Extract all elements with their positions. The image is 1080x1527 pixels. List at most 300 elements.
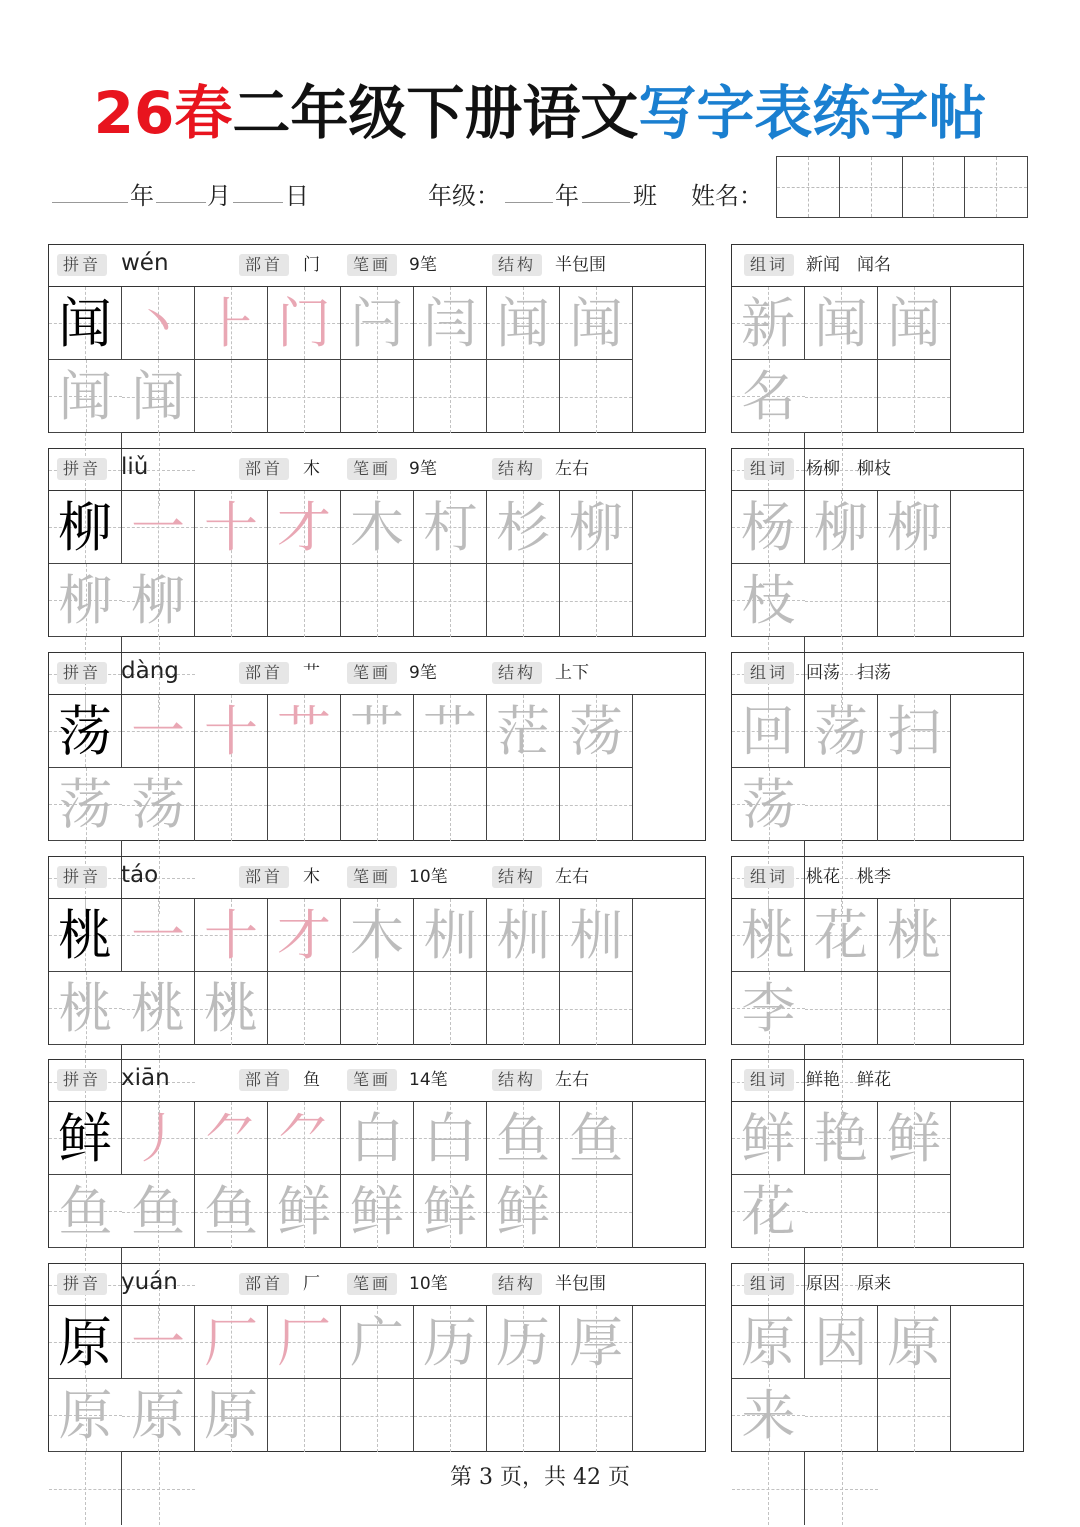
word-character: 柳 bbox=[887, 496, 941, 559]
grid-cell[interactable] bbox=[560, 695, 633, 768]
radical-value: 厂 bbox=[303, 1274, 320, 1294]
writing-grid bbox=[49, 1306, 705, 1525]
word-section bbox=[731, 652, 1024, 841]
stroke-order-character: 厂 bbox=[277, 1311, 331, 1374]
page-footer: 第 3 页，共 42 页 bbox=[450, 1465, 630, 1490]
strokes-tag: 笔画 bbox=[347, 254, 397, 276]
grid-cell[interactable] bbox=[268, 1102, 341, 1175]
words-tag: 组词 bbox=[744, 1069, 794, 1091]
grid-cell[interactable] bbox=[732, 768, 805, 841]
stroke-order-character: 历 bbox=[496, 1311, 550, 1374]
stroke-order-character: 闻 bbox=[496, 292, 550, 355]
grid-cell[interactable] bbox=[414, 1306, 487, 1379]
grid-cell[interactable] bbox=[341, 360, 414, 433]
stroke-order-character: 茫 bbox=[496, 700, 550, 763]
name-cell[interactable] bbox=[840, 157, 903, 217]
grid-cell[interactable] bbox=[341, 564, 414, 637]
grid-cell[interactable] bbox=[195, 491, 268, 564]
tracing-character: 闻 bbox=[131, 365, 185, 428]
radical-tag: 部首 bbox=[239, 1273, 289, 1295]
grid-cell[interactable] bbox=[878, 287, 951, 360]
grid-cell[interactable] bbox=[487, 360, 560, 433]
character-info-header bbox=[49, 449, 705, 491]
word-writing-grid bbox=[732, 1306, 1023, 1525]
grid-cell[interactable] bbox=[560, 287, 633, 360]
grid-cell[interactable] bbox=[268, 360, 341, 433]
grid-cell[interactable] bbox=[560, 768, 633, 841]
radical-value: 门 bbox=[303, 255, 320, 275]
word-character: 花 bbox=[741, 1180, 796, 1243]
pinyin-tag: 拼音 bbox=[57, 458, 107, 480]
year-blank[interactable] bbox=[52, 202, 128, 203]
word-character: 枝 bbox=[741, 569, 796, 632]
stroke-order-character: 柳 bbox=[569, 496, 623, 559]
grid-cell[interactable] bbox=[878, 1175, 951, 1248]
class-label: 班 bbox=[633, 182, 657, 210]
grid-cell[interactable] bbox=[195, 564, 268, 637]
grid-cell[interactable] bbox=[560, 972, 633, 1045]
tracing-character: 桃 bbox=[131, 977, 185, 1040]
word-character: 桃 bbox=[887, 904, 941, 967]
stroke-order-character: 杊 bbox=[569, 904, 623, 967]
grid-cell[interactable] bbox=[414, 695, 487, 768]
grid-cell[interactable] bbox=[49, 360, 122, 433]
stroke-order-character: 木 bbox=[350, 496, 404, 559]
words-tag: 组词 bbox=[744, 254, 794, 276]
grid-cell[interactable] bbox=[732, 1102, 805, 1175]
grid-cell[interactable] bbox=[878, 1102, 951, 1175]
title-part-1: 26春 bbox=[93, 79, 233, 147]
stroke-order-character: 一 bbox=[131, 1311, 185, 1374]
word-character: 荡 bbox=[814, 700, 868, 763]
grid-cell[interactable] bbox=[49, 1306, 122, 1379]
grid-cell[interactable] bbox=[805, 972, 878, 1045]
radical-tag: 部首 bbox=[239, 662, 289, 684]
grid-cell[interactable] bbox=[195, 1306, 268, 1379]
grid-cell[interactable] bbox=[805, 564, 878, 637]
grid-cell[interactable] bbox=[414, 491, 487, 564]
grid-cell[interactable] bbox=[560, 491, 633, 564]
word-character: 来 bbox=[741, 1384, 796, 1447]
tracing-character: 鲜 bbox=[350, 1180, 404, 1243]
grid-cell[interactable] bbox=[268, 491, 341, 564]
grid-cell[interactable] bbox=[414, 287, 487, 360]
grid-cell[interactable] bbox=[878, 360, 951, 433]
month-label: 月 bbox=[207, 182, 231, 210]
word-character: 花 bbox=[814, 904, 868, 967]
tracing-character: 鲜 bbox=[277, 1180, 331, 1243]
stroke-order-character: 艹 bbox=[350, 700, 404, 763]
grid-cell[interactable] bbox=[732, 360, 805, 433]
grid-cell[interactable] bbox=[341, 899, 414, 972]
grid-cell[interactable] bbox=[805, 1306, 878, 1379]
words-tag: 组词 bbox=[744, 1273, 794, 1295]
stroke-order-character: 才 bbox=[277, 496, 331, 559]
grid-cell[interactable] bbox=[268, 1379, 341, 1452]
grid-cell[interactable] bbox=[487, 287, 560, 360]
grid-cell[interactable] bbox=[487, 1379, 560, 1452]
grid-cell[interactable] bbox=[122, 972, 195, 1045]
stroke-order-character: 闻 bbox=[58, 365, 113, 428]
structure-tag: 结构 bbox=[492, 254, 542, 276]
strokes-value: 10笔 bbox=[409, 1274, 448, 1294]
word-character: 艳 bbox=[814, 1107, 868, 1170]
grid-cell[interactable] bbox=[195, 1175, 268, 1248]
radical-tag: 部首 bbox=[239, 458, 289, 480]
grid-cell[interactable] bbox=[49, 768, 122, 841]
grid-cell[interactable] bbox=[122, 768, 195, 841]
grid-cell[interactable] bbox=[560, 564, 633, 637]
word-character: 扫 bbox=[887, 700, 941, 763]
grid-cell[interactable] bbox=[487, 1175, 560, 1248]
grid-cell[interactable] bbox=[195, 972, 268, 1045]
grid-cell[interactable] bbox=[49, 695, 122, 768]
grid-cell[interactable] bbox=[122, 564, 195, 637]
radical-value: 鱼 bbox=[303, 1070, 320, 1090]
pinyin-value: liǔ bbox=[121, 454, 149, 480]
tracing-character: 鲜 bbox=[496, 1180, 550, 1243]
stroke-order-character: 一 bbox=[131, 496, 185, 559]
stroke-order-character: 鱼 bbox=[58, 1180, 113, 1243]
grid-cell[interactable] bbox=[732, 695, 805, 768]
strokes-value: 9笔 bbox=[409, 663, 437, 683]
grid-cell[interactable] bbox=[560, 1175, 633, 1248]
strokes-value: 10笔 bbox=[409, 867, 448, 887]
structure-tag: 结构 bbox=[492, 458, 542, 480]
grid-cell[interactable] bbox=[878, 972, 951, 1045]
grid-cell[interactable] bbox=[732, 972, 805, 1045]
grid-cell[interactable] bbox=[341, 768, 414, 841]
tracing-character: 鱼 bbox=[131, 1180, 185, 1243]
pinyin-tag: 拼音 bbox=[57, 1069, 107, 1091]
grid-cell[interactable] bbox=[341, 1306, 414, 1379]
word-character: 杨 bbox=[741, 496, 795, 559]
grid-cell[interactable] bbox=[414, 1175, 487, 1248]
grid-cell[interactable] bbox=[341, 1102, 414, 1175]
grid-cell[interactable] bbox=[414, 1379, 487, 1452]
radical-tag: 部首 bbox=[239, 1069, 289, 1091]
grade-label: 年级： bbox=[428, 182, 500, 210]
grid-cell[interactable] bbox=[268, 1306, 341, 1379]
structure-tag: 结构 bbox=[492, 866, 542, 888]
grid-cell[interactable] bbox=[49, 287, 122, 360]
grid-cell[interactable] bbox=[195, 695, 268, 768]
character-section bbox=[48, 448, 706, 637]
grid-cell[interactable] bbox=[268, 972, 341, 1045]
grid-cell[interactable] bbox=[805, 491, 878, 564]
grid-cell[interactable] bbox=[122, 360, 195, 433]
strokes-tag: 笔画 bbox=[347, 1273, 397, 1295]
character-section bbox=[48, 1059, 706, 1248]
structure-tag: 结构 bbox=[492, 1069, 542, 1091]
word-character: 名 bbox=[741, 365, 796, 428]
strokes-tag: 笔画 bbox=[347, 458, 397, 480]
stroke-order-character: 白 bbox=[423, 1107, 477, 1170]
grid-cell[interactable] bbox=[341, 1379, 414, 1452]
grid-cell[interactable] bbox=[341, 491, 414, 564]
grid-cell[interactable] bbox=[341, 287, 414, 360]
word-character: 闻 bbox=[887, 292, 941, 355]
grid-cell[interactable] bbox=[732, 564, 805, 637]
model-character: 闻 bbox=[58, 292, 112, 355]
stroke-order-character: 杉 bbox=[496, 496, 550, 559]
stroke-order-character: 艹 bbox=[277, 700, 331, 763]
grid-cell[interactable] bbox=[732, 1306, 805, 1379]
grid-cell[interactable] bbox=[560, 1102, 633, 1175]
grid-cell[interactable] bbox=[805, 1379, 878, 1452]
character-info-header bbox=[49, 857, 705, 899]
model-character: 原 bbox=[58, 1311, 112, 1374]
grid-cell[interactable] bbox=[122, 1379, 195, 1452]
pinyin-value: xiān bbox=[121, 1065, 170, 1091]
word-header bbox=[732, 245, 1023, 287]
grid-cell[interactable] bbox=[487, 491, 560, 564]
tracing-character: 桃 bbox=[204, 977, 258, 1040]
grid-cell[interactable] bbox=[732, 287, 805, 360]
word-header bbox=[732, 1264, 1023, 1306]
tracing-character: 鲜 bbox=[423, 1180, 477, 1243]
grid-cell[interactable] bbox=[341, 695, 414, 768]
grid-cell[interactable] bbox=[268, 695, 341, 768]
stroke-order-character: 荡 bbox=[58, 773, 113, 836]
word-character: 荡 bbox=[741, 773, 796, 836]
grid-cell[interactable] bbox=[195, 768, 268, 841]
pinyin-value: táo bbox=[121, 862, 159, 888]
stroke-order-character: 原 bbox=[58, 1384, 113, 1447]
word-header bbox=[732, 653, 1023, 695]
grid-cell[interactable] bbox=[414, 972, 487, 1045]
name-cell[interactable] bbox=[903, 157, 966, 217]
strokes-tag: 笔画 bbox=[347, 1069, 397, 1091]
stroke-order-character: 一 bbox=[131, 904, 185, 967]
grid-cell[interactable] bbox=[414, 899, 487, 972]
character-section bbox=[48, 652, 706, 841]
stroke-order-character: 木 bbox=[350, 904, 404, 967]
day-label: 日 bbox=[285, 182, 309, 210]
model-character: 桃 bbox=[58, 904, 112, 967]
stroke-order-character: 厚 bbox=[569, 1311, 623, 1374]
grid-cell[interactable] bbox=[487, 768, 560, 841]
grid-cell[interactable] bbox=[414, 768, 487, 841]
word-character: 李 bbox=[741, 977, 796, 1040]
grid-cell[interactable] bbox=[805, 768, 878, 841]
grid-cell[interactable] bbox=[878, 695, 951, 768]
grid-cell[interactable] bbox=[49, 972, 122, 1045]
grid-cell[interactable] bbox=[560, 1306, 633, 1379]
grid-cell[interactable] bbox=[487, 695, 560, 768]
title-part-2: 二年级下册语文 bbox=[232, 79, 639, 147]
stroke-order-character: 一 bbox=[131, 700, 185, 763]
grid-cell[interactable] bbox=[732, 491, 805, 564]
stroke-order-character: 才 bbox=[277, 904, 331, 967]
grid-cell[interactable] bbox=[268, 899, 341, 972]
words-tag: 组词 bbox=[744, 662, 794, 684]
pinyin-tag: 拼音 bbox=[57, 662, 107, 684]
grid-cell[interactable] bbox=[878, 564, 951, 637]
grid-cell[interactable] bbox=[122, 695, 195, 768]
grid-cell[interactable] bbox=[195, 899, 268, 972]
strokes-value: 9笔 bbox=[409, 459, 437, 479]
tracing-character: 鱼 bbox=[204, 1180, 258, 1243]
grid-cell[interactable] bbox=[805, 899, 878, 972]
strokes-value: 9笔 bbox=[409, 255, 437, 275]
words-tag: 组词 bbox=[744, 866, 794, 888]
title-part-3: 写字表练字帖 bbox=[638, 79, 987, 147]
words-value: 新闻 闻名 bbox=[806, 255, 891, 275]
structure-value: 左右 bbox=[555, 459, 589, 479]
grid-cell[interactable] bbox=[122, 491, 195, 564]
grid-cell[interactable] bbox=[732, 899, 805, 972]
grid-cell[interactable] bbox=[878, 899, 951, 972]
grid-cell[interactable] bbox=[414, 1102, 487, 1175]
words-value: 杨柳 柳枝 bbox=[806, 459, 891, 479]
word-character: 桃 bbox=[741, 904, 795, 967]
stroke-order-character: ⺈ bbox=[277, 1107, 331, 1170]
stroke-order-character: 十 bbox=[204, 700, 258, 763]
grid-cell[interactable] bbox=[195, 1102, 268, 1175]
stroke-order-character: 艹 bbox=[423, 700, 477, 763]
stroke-order-character: 桃 bbox=[58, 977, 113, 1040]
grid-cell[interactable] bbox=[122, 899, 195, 972]
radical-value: 木 bbox=[303, 459, 320, 479]
words-tag: 组词 bbox=[744, 458, 794, 480]
grid-cell[interactable] bbox=[122, 1306, 195, 1379]
page-title bbox=[0, 78, 1080, 148]
word-section bbox=[731, 448, 1024, 637]
stroke-order-character: 门 bbox=[277, 292, 331, 355]
grid-cell[interactable] bbox=[414, 360, 487, 433]
radical-tag: 部首 bbox=[239, 254, 289, 276]
grid-cell[interactable] bbox=[49, 491, 122, 564]
day-blank[interactable] bbox=[233, 202, 283, 203]
grid-cell[interactable] bbox=[122, 287, 195, 360]
grid-cell[interactable] bbox=[560, 360, 633, 433]
radical-value: 艹 bbox=[303, 663, 320, 683]
grid-cell[interactable] bbox=[49, 1379, 122, 1452]
grid-cell[interactable] bbox=[487, 972, 560, 1045]
word-character: 原 bbox=[741, 1311, 795, 1374]
word-character: 新 bbox=[741, 292, 795, 355]
strokes-value: 14笔 bbox=[409, 1070, 448, 1090]
grid-cell[interactable] bbox=[805, 1175, 878, 1248]
grid-cell[interactable] bbox=[341, 1175, 414, 1248]
grid-cell[interactable] bbox=[732, 1379, 805, 1452]
structure-tag: 结构 bbox=[492, 662, 542, 684]
grade-year-label: 年 bbox=[555, 182, 579, 210]
character-section bbox=[48, 1263, 706, 1452]
grid-cell[interactable] bbox=[268, 1175, 341, 1248]
grid-cell[interactable] bbox=[195, 1379, 268, 1452]
pinyin-value: wén bbox=[121, 250, 169, 276]
grid-cell[interactable] bbox=[878, 1306, 951, 1379]
grid-cell[interactable] bbox=[268, 287, 341, 360]
word-section bbox=[731, 244, 1024, 433]
character-info-header bbox=[49, 1264, 705, 1306]
grid-cell[interactable] bbox=[341, 972, 414, 1045]
word-section bbox=[731, 1263, 1024, 1452]
stroke-order-character: 闫 bbox=[423, 292, 477, 355]
grid-cell[interactable] bbox=[487, 899, 560, 972]
tracing-character: 柳 bbox=[131, 569, 185, 632]
structure-value: 左右 bbox=[555, 867, 589, 887]
structure-value: 半包围 bbox=[555, 1274, 606, 1294]
grid-cell[interactable] bbox=[49, 1175, 122, 1248]
name-cell[interactable] bbox=[777, 157, 840, 217]
stroke-order-character: 荡 bbox=[569, 700, 623, 763]
structure-value: 半包围 bbox=[555, 255, 606, 275]
stroke-order-character: 十 bbox=[204, 904, 258, 967]
stroke-order-character: 朾 bbox=[423, 496, 477, 559]
character-info-header bbox=[49, 653, 705, 695]
grid-cell[interactable] bbox=[487, 1306, 560, 1379]
name-label: 姓名： bbox=[691, 182, 763, 210]
grid-cell[interactable] bbox=[560, 899, 633, 972]
tracing-character: 原 bbox=[204, 1384, 258, 1447]
stroke-order-character: 鱼 bbox=[569, 1107, 623, 1170]
grid-cell[interactable] bbox=[195, 287, 268, 360]
grid-cell[interactable] bbox=[878, 768, 951, 841]
grade-blank[interactable] bbox=[505, 202, 553, 203]
grid-cell[interactable] bbox=[487, 564, 560, 637]
words-value: 原因 原来 bbox=[806, 1274, 891, 1294]
grid-cell[interactable] bbox=[268, 564, 341, 637]
grid-cell[interactable] bbox=[414, 564, 487, 637]
radical-tag: 部首 bbox=[239, 866, 289, 888]
word-character: 原 bbox=[887, 1311, 941, 1374]
class-blank[interactable] bbox=[582, 202, 630, 203]
pinyin-value: dàng bbox=[121, 658, 179, 684]
word-header bbox=[732, 449, 1023, 491]
stroke-order-character: 十 bbox=[204, 496, 258, 559]
word-header bbox=[732, 857, 1023, 899]
grid-cell[interactable] bbox=[805, 695, 878, 768]
grid-cell[interactable] bbox=[878, 491, 951, 564]
grid-cell[interactable] bbox=[49, 1102, 122, 1175]
grid-cell[interactable] bbox=[49, 564, 122, 637]
pinyin-tag: 拼音 bbox=[57, 254, 107, 276]
stroke-order-character: 杊 bbox=[423, 904, 477, 967]
words-value: 鲜艳 鲜花 bbox=[806, 1070, 891, 1090]
grid-cell[interactable] bbox=[805, 287, 878, 360]
stroke-order-character: ⺊ bbox=[204, 292, 258, 355]
grid-cell[interactable] bbox=[195, 360, 268, 433]
grid-cell[interactable] bbox=[732, 1175, 805, 1248]
pinyin-tag: 拼音 bbox=[57, 866, 107, 888]
grid-cell[interactable] bbox=[487, 1102, 560, 1175]
grid-cell[interactable] bbox=[878, 1379, 951, 1452]
grid-cell[interactable] bbox=[122, 1175, 195, 1248]
grid-cell[interactable] bbox=[805, 360, 878, 433]
grid-cell[interactable] bbox=[268, 768, 341, 841]
grid-cell[interactable] bbox=[49, 899, 122, 972]
stroke-order-character: 厂 bbox=[204, 1311, 258, 1374]
word-character: 因 bbox=[814, 1311, 868, 1374]
name-cell[interactable] bbox=[965, 157, 1027, 217]
grid-cell[interactable] bbox=[805, 1102, 878, 1175]
strokes-tag: 笔画 bbox=[347, 866, 397, 888]
stroke-order-character: 杊 bbox=[496, 904, 550, 967]
grid-cell[interactable] bbox=[560, 1379, 633, 1452]
month-blank[interactable] bbox=[156, 202, 206, 203]
model-character: 鲜 bbox=[58, 1107, 112, 1170]
name-writing-grid[interactable] bbox=[776, 156, 1028, 218]
tracing-character: 荡 bbox=[131, 773, 185, 836]
stroke-order-character: 闩 bbox=[350, 292, 404, 355]
word-section bbox=[731, 1059, 1024, 1248]
word-character: 鲜 bbox=[741, 1107, 795, 1170]
grid-cell[interactable] bbox=[122, 1102, 195, 1175]
year-label: 年 bbox=[130, 182, 154, 210]
